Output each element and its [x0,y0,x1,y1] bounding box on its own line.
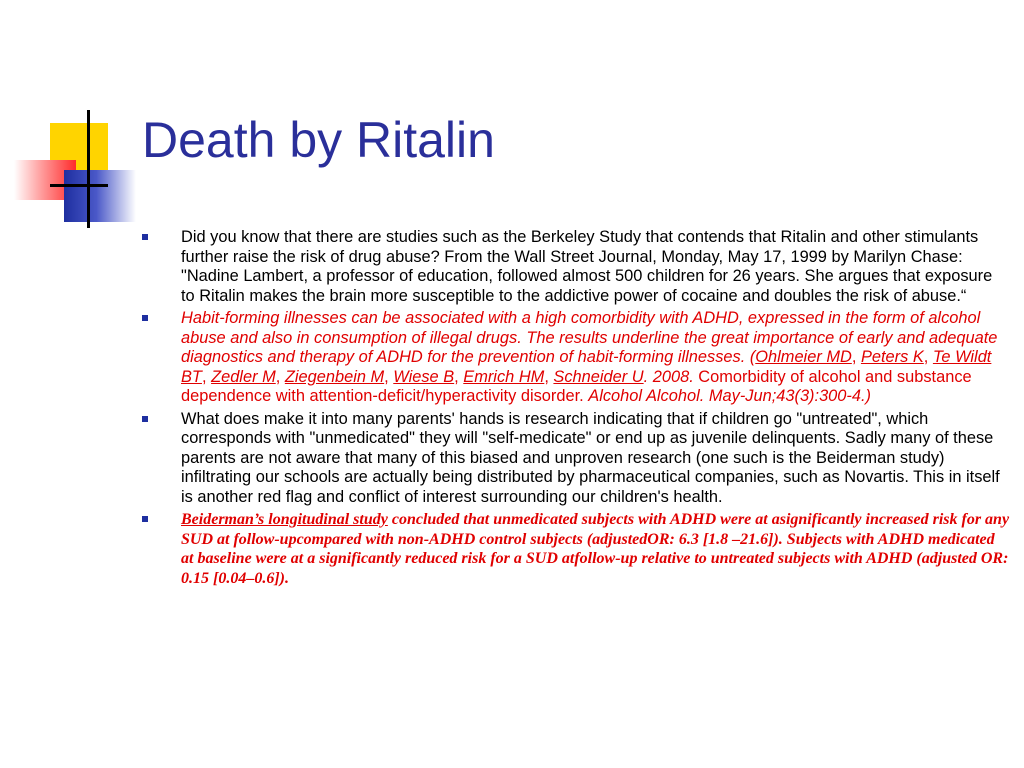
separator: , [384,367,394,386]
author-link-peters[interactable]: Peters K [860,348,924,366]
bullet-item-parents-research [140,410,1010,508]
author-link-wiese[interactable]: Wiese B [393,367,455,386]
author-link-zedler[interactable]: Zedler M [211,367,276,386]
deco-blue-gradient-bar [64,170,136,222]
square-bullet-icon [142,416,148,422]
separator: , [544,367,554,386]
bullet-item-comorbidity [140,309,1010,407]
bullet-text [181,309,1010,407]
bullet-text [181,510,1010,588]
article-title: Comorbidity of alcohol and substance dependence with attention-deficit/hyperactivity disorder. [181,367,972,405]
author-link-emrich[interactable]: Emrich HM [463,367,545,386]
square-bullet-icon [142,315,148,321]
author-link-schneider[interactable]: Schneider U [553,367,644,386]
separator: , [454,367,464,386]
separator: , [201,367,212,386]
author-link-ziegenbein[interactable]: Ziegenbein M [284,367,385,386]
paren-open: ( [745,348,756,366]
deco-horizontal-line [50,184,108,187]
bullet-item-berkeley-study [140,228,1010,306]
author-link-ohlmeier[interactable]: Ohlmeier MD [755,348,852,366]
bullet-item-beiderman-study [140,510,1010,588]
citation-intro: Habit-forming illnesses can be associated with a high comorbidity with ADHD, expressed in the form of alcohol abuse and also in consumption of illegal drugs. The results underline the great importance of early and adequate diagnostics and therapy of ADHD for the prevention of habit-forming illnesses. [181,309,998,366]
separator: , [851,348,861,366]
bullet-list [140,228,1010,591]
bullet-text: What does make it into many parents' hands is research indicating that if children go "untreated", which corresponds with "unmedicated" they will "self-medicate" or end up as juvenile delinquents. Sadly many of these parents are not aware that many of this biased and unproven research (one such is the Beiderman study) infiltrating our schools are actually being distributed by pharmaceutical companies, such as Novartis. This in itself is another red flag and conflict of interest surrounding our children's health. [181,409,1000,506]
journal-reference: Alcohol Alcohol. May-Jun;43(3):300-4.) [588,387,872,405]
deco-vertical-line [87,110,90,228]
separator: , [923,348,933,366]
bullet-text: Did you know that there are studies such as the Berkeley Study that contends that Ritalin and other stimulants further raise the risk of drug abuse? From the Wall Street Journal, Monday, May 17, 1999 by Marilyn Chase: "Nadine Lambert, a professor of education, followed almost 500 children for 26 years. She argues that exposure to Ritalin makes the brain more susceptible to the addictive power of cocaine and doubles the risk of abuse.“ [181,228,993,305]
slide-title: Death by Ritalin [142,112,495,168]
citation-year: . 2008. [643,367,694,386]
beiderman-study-text: concluded that unmedicated subjects with ADHD were at asignificantly increased risk for any SUD at follow-upcompared with non-ADHD control subjects (adjustedOR: 6.3 [1.8 –21.6]). Subjects with ADHD medicated at baseline were at a significantly reduced risk for a SUD atfollow-up relative to untreated subjects with ADHD (adjusted OR: 0.15 [0.04–0.6]). [181,511,1010,587]
separator: , [275,367,285,386]
square-bullet-icon [142,516,148,522]
author-link-te-wildt[interactable]: Te Wildt BT [181,348,992,386]
square-bullet-icon [142,234,148,240]
beiderman-study-link[interactable]: Beiderman’s longitudinal study [181,511,388,528]
